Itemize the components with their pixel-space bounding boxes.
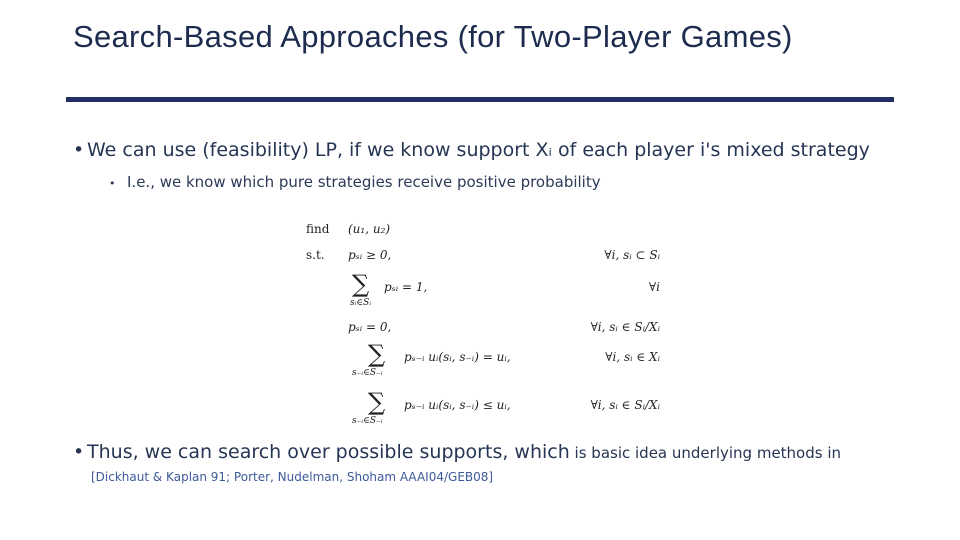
st-keyword: s.t. <box>306 248 325 262</box>
constraint-2-condition: ∀i <box>648 280 660 294</box>
slide-title: Search-Based Approaches (for Two-Player Games) <box>73 19 793 54</box>
lp-constraint-5 <box>300 388 670 428</box>
sum-subscript: s₋ᵢ∈S₋ᵢ <box>352 368 383 378</box>
sum-symbol: ∑ <box>368 340 386 368</box>
find-keyword: find <box>306 222 330 236</box>
sum-symbol: ∑ <box>352 270 370 298</box>
sub-bullet-text: I.e., we know which pure strategies receive positive probability <box>127 173 601 191</box>
lp-constraint-4 <box>300 340 670 380</box>
bullet-3-continuation: is basic idea underlying methods in <box>569 444 842 462</box>
bullet-3-text: Thus, we can search over possible supports, which <box>87 441 570 463</box>
constraint-5-condition: ∀i, sᵢ ∈ Sᵢ/Xᵢ <box>590 398 660 412</box>
constraint-4-condition: ∀i, sᵢ ∈ Xᵢ <box>605 350 660 364</box>
constraint-3-expr: pₛᵢ = 0, <box>348 320 392 334</box>
bullet-1-text: We can use (feasibility) LP, if we know support Xᵢ of each player i's mixed strategy <box>87 139 870 161</box>
reference-citation: [Dickhaut & Kaplan 91; Porter, Nudelman, Shoham AAAI04/GEB08] <box>91 470 494 484</box>
title-divider <box>66 97 894 102</box>
sum-symbol: ∑ <box>368 388 386 416</box>
constraint-4-expr: pₛ₋ᵢ uᵢ(sᵢ, s₋ᵢ) = uᵢ, <box>404 350 511 364</box>
constraint-2-expr: pₛᵢ = 1, <box>384 280 428 294</box>
bullet-dot: • <box>73 139 85 161</box>
lp-formulation <box>300 220 670 430</box>
sum-subscript: sᵢ∈Sᵢ <box>350 298 372 308</box>
bullet-dot: • <box>73 441 85 463</box>
bullet-3 <box>73 441 933 463</box>
constraint-1-condition: ∀i, sᵢ ⊂ Sᵢ <box>604 248 660 262</box>
constraint-3-condition: ∀i, sᵢ ∈ Sᵢ/Xᵢ <box>590 320 660 334</box>
constraint-5-expr: pₛ₋ᵢ uᵢ(sᵢ, s₋ᵢ) ≤ uᵢ, <box>404 398 511 412</box>
sub-bullet <box>109 173 601 191</box>
find-variables: (u₁, u₂) <box>348 222 391 236</box>
sum-subscript: s₋ᵢ∈S₋ᵢ <box>352 416 383 426</box>
bullet-1 <box>73 139 933 161</box>
constraint-1-expr: pₛᵢ ≥ 0, <box>348 248 392 262</box>
lp-constraint-2 <box>300 270 670 310</box>
sub-bullet-dot: • <box>109 177 116 190</box>
